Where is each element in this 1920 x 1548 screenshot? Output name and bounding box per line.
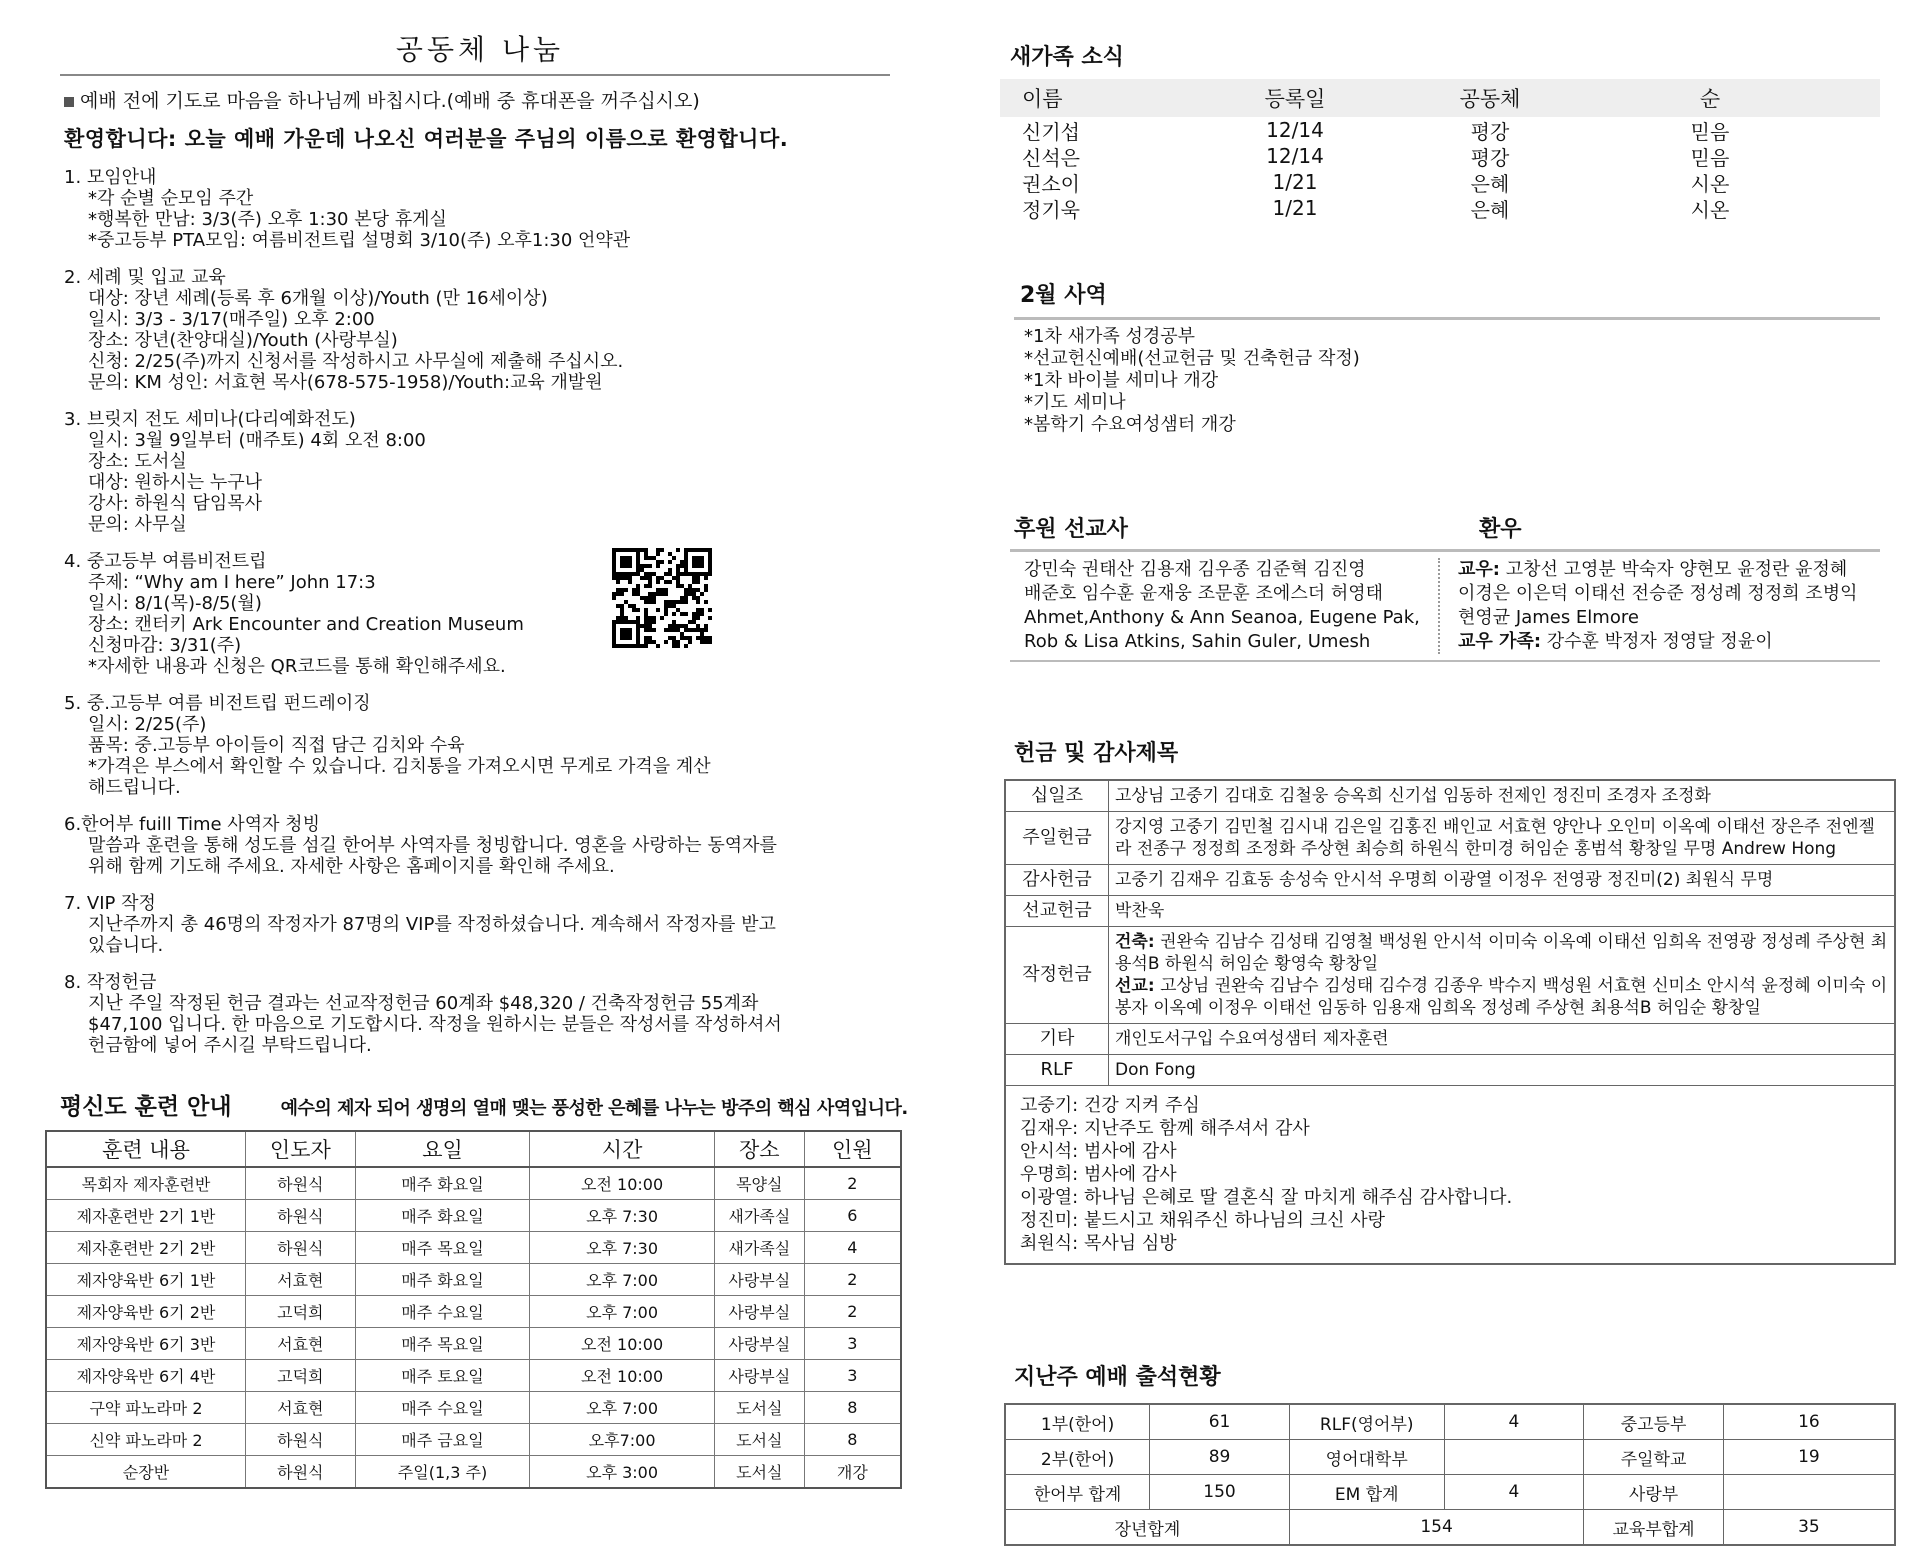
thanks-line: 김재우: 지난주도 함께 해주셔서 감사 <box>1020 1118 1310 1139</box>
attendance-cell: 154 <box>1289 1510 1583 1546</box>
attendance-cell: 영어대학부 <box>1289 1440 1444 1475</box>
section-line: *중고등부 PTA모임: 여름비전트립 설명회 3/10(주) 오후1:30 언약관 <box>88 230 631 251</box>
attendance-cell: RLF(영어부) <box>1289 1404 1444 1440</box>
new-family-cell: 12/14 <box>1266 144 1324 168</box>
offering-value: 개인도서구입 수요여성샘터 제자훈련 <box>1109 1024 1896 1055</box>
patient-family-names: 강수훈 박정자 정영달 정윤이 <box>1546 631 1773 652</box>
table-row <box>1005 865 1895 896</box>
training-cell: 새가족실 <box>714 1200 804 1232</box>
training-column-header: 시간 <box>530 1131 715 1167</box>
new-family-row <box>1000 117 1880 143</box>
section-line: 장소: 캔터키 Ark Encounter and Creation Museum <box>88 614 524 635</box>
new-family-cell: 시온 <box>1690 171 1730 196</box>
training-column-header: 인도자 <box>245 1131 355 1167</box>
training-cell: 오후7:00 <box>530 1424 715 1456</box>
table-row <box>1005 1475 1895 1510</box>
section-line: 일시: 3/3 - 3/17(매주일) 오후 2:00 <box>88 309 375 330</box>
announcement-section <box>64 267 900 393</box>
section-heading: 2. 세례 및 입교 교육 <box>64 267 226 288</box>
attendance-cell: 4 <box>1444 1404 1584 1440</box>
training-table <box>45 1130 902 1489</box>
thanks-line: 정진미: 붙드시고 채워주신 하나님의 크신 사랑 <box>1020 1210 1386 1231</box>
training-cell: 주일(1,3 주) <box>355 1456 530 1489</box>
section-line: 헌금함에 넣어 주시길 부탁드립니다. <box>88 1035 372 1056</box>
pledge-mission <box>1115 975 1888 1019</box>
attendance-cell: 61 <box>1150 1404 1290 1440</box>
patient-line <box>1458 630 1880 654</box>
thanks-line: 이광열: 하나님 은혜로 딸 결혼식 잘 마치게 해주심 감사합니다. <box>1020 1187 1513 1208</box>
announcement-section <box>64 814 900 877</box>
section-line: 문의: 사무실 <box>88 514 187 535</box>
new-family-row <box>1000 195 1880 221</box>
qr-code-icon <box>612 548 712 648</box>
training-cell: 오후 7:30 <box>530 1200 715 1232</box>
section-line: 대상: 장년 세례(등록 후 6개월 이상)/Youth (만 16세이상) <box>88 288 548 309</box>
announcement-sections <box>60 167 900 1056</box>
thanks-line: 안시석: 범사에 감사 <box>1020 1141 1177 1162</box>
training-cell: 매주 수요일 <box>355 1296 530 1328</box>
new-family-row <box>1000 169 1880 195</box>
table-row <box>1005 896 1895 927</box>
attendance-section <box>1004 1360 1896 1546</box>
feb-ministry-rule <box>1014 317 1880 320</box>
training-cell: 2 <box>804 1264 901 1296</box>
training-cell: 사랑부실 <box>714 1360 804 1392</box>
new-family-cell: 믿음 <box>1690 145 1730 170</box>
support-titles <box>1010 512 1880 543</box>
training-cell: 제자양육반 6기 2반 <box>46 1296 245 1328</box>
training-cell: 오후 7:00 <box>530 1264 715 1296</box>
new-family-section <box>1000 40 1880 221</box>
attendance-cell <box>1723 1475 1895 1510</box>
training-header <box>60 1088 920 1121</box>
table-row <box>46 1328 901 1360</box>
pledge-building-names: 권완숙 김남수 김성태 김영철 백성원 안시석 이미숙 이옥예 이태선 임희옥 전영광 정성례 주상현 최용석B 하원식 허임순 황영숙 황창일 <box>1115 932 1888 974</box>
section-line: *자세한 내용과 신청은 QR코드를 통해 확인해주세요. <box>88 656 506 677</box>
section-line: 문의: KM 성인: 서효현 목사(678-575-1958)/Youth:교육 개발원 <box>88 372 603 393</box>
title-rule <box>60 74 890 76</box>
section-line: 지난 주일 작정된 헌금 결과는 선교작정헌금 60계좌 $48,320 / 건축작정헌금 55계좌 <box>88 993 759 1014</box>
section-line: *가격은 부스에서 확인할 수 있습니다. 김치통을 가져오시면 무게로 가격을 계산 <box>88 756 711 777</box>
new-family-header-group: 순 <box>1699 87 1721 111</box>
training-cell: 서효현 <box>245 1328 355 1360</box>
new-family-cell: 12/14 <box>1266 118 1324 142</box>
training-cell: 새가족실 <box>714 1232 804 1264</box>
feb-ministry-title: 2월 사역 <box>1020 283 1107 308</box>
attendance-cell: 2부(한어) <box>1005 1440 1150 1475</box>
offering-value: 고상님 고중기 김대호 김철웅 승옥희 신기섭 임동하 전제인 정진미 조경자 조정화 <box>1109 780 1896 812</box>
training-cell: 매주 화요일 <box>355 1200 530 1232</box>
thanks-cell <box>1005 1086 1895 1265</box>
section-line: $47,100 입니다. 한 마음으로 기도합시다. 작정을 원하시는 분들은 작성서를 작성하셔서 <box>88 1014 782 1035</box>
section-heading: 7. VIP 작정 <box>64 893 156 914</box>
thanks-line: 우명희: 범사에 감사 <box>1020 1164 1177 1185</box>
section-heading: 3. 브릿지 전도 세미나(다리예화전도) <box>64 409 356 430</box>
pledge-mission-label: 선교: <box>1115 976 1155 996</box>
announcement-section <box>64 409 900 535</box>
patient-names: 고창선 고영분 박숙자 양현모 윤정란 윤정혜 <box>1505 559 1848 580</box>
announcement-section <box>64 167 900 251</box>
training-cell: 매주 토요일 <box>355 1360 530 1392</box>
training-cell: 도서실 <box>714 1392 804 1424</box>
attendance-table <box>1004 1403 1896 1546</box>
attendance-cell: 35 <box>1723 1510 1895 1546</box>
thanks-line: 고중기: 건강 지켜 주심 <box>1020 1095 1200 1116</box>
attendance-title: 지난주 예배 출석현황 <box>1014 1365 1221 1390</box>
training-cell: 매주 목요일 <box>355 1328 530 1360</box>
section-line: 위해 함께 기도해 주세요. 자세한 사항은 홈페이지를 확인해 주세요. <box>88 856 615 877</box>
attendance-cell: 한어부 합계 <box>1005 1475 1150 1510</box>
welcome-text: 환영합니다: 오늘 예배 가운데 나오신 여러분을 주님의 이름으로 환영합니다. <box>64 127 789 151</box>
section-line: 말씀과 훈련을 통해 성도를 섬길 한어부 사역자를 청빙합니다. 영혼을 사랑하는 동역자를 <box>88 835 777 856</box>
table-row <box>46 1264 901 1296</box>
table-row <box>1005 927 1895 1024</box>
training-cell: 8 <box>804 1392 901 1424</box>
table-row <box>1005 812 1895 865</box>
offering-key: 기타 <box>1005 1024 1109 1055</box>
pledge-building-label: 건축: <box>1115 932 1155 952</box>
new-family-header-community: 공동체 <box>1459 87 1521 111</box>
table-row <box>46 1232 901 1264</box>
patient-family-label: 교우 가족: <box>1458 631 1542 652</box>
new-family-cell: 1/21 <box>1272 170 1318 194</box>
training-column-header: 장소 <box>714 1131 804 1167</box>
thanks-line: 최원식: 목사님 심방 <box>1020 1233 1177 1254</box>
training-column-header: 요일 <box>355 1131 530 1167</box>
attendance-cell: 교육부합계 <box>1584 1510 1724 1546</box>
training-cell: 4 <box>804 1232 901 1264</box>
training-title: 평신도 훈련 안내 <box>60 1094 232 1120</box>
training-cell: 사랑부실 <box>714 1264 804 1296</box>
missionary-line: Rob & Lisa Atkins, Sahin Guler, Umesh <box>1024 631 1371 652</box>
offering-body <box>1005 780 1895 1264</box>
section-heading: 5. 중.고등부 여름 비전트립 펀드레이징 <box>64 693 371 714</box>
missionary-title: 후원 선교사 <box>1014 517 1128 542</box>
training-cell: 제자양육반 6기 4반 <box>46 1360 245 1392</box>
section-line: 해드립니다. <box>88 777 181 798</box>
training-cell: 개강 <box>804 1456 901 1489</box>
training-cell: 신약 파노라마 2 <box>46 1424 245 1456</box>
support-columns <box>1010 558 1880 654</box>
training-cell: 서효현 <box>245 1264 355 1296</box>
training-cell: 하원식 <box>245 1424 355 1456</box>
attendance-cell: EM 합계 <box>1289 1475 1444 1510</box>
attendance-body <box>1005 1404 1895 1545</box>
training-cell: 도서실 <box>714 1424 804 1456</box>
training-cell: 목회자 제자훈련반 <box>46 1167 245 1200</box>
training-cell: 오전 10:00 <box>530 1328 715 1360</box>
table-row <box>1005 1086 1895 1265</box>
table-row <box>1005 1510 1895 1546</box>
training-cell: 매주 수요일 <box>355 1392 530 1424</box>
section-line: 강사: 하원식 담임목사 <box>88 493 262 514</box>
section-line: 일시: 8/1(목)-8/5(월) <box>88 593 262 614</box>
new-family-rows <box>1000 117 1880 221</box>
offering-value: Don Fong <box>1109 1055 1896 1086</box>
list-item: *선교헌신예배(선교헌금 및 건축헌금 작정) <box>1024 348 1360 369</box>
section-heading: 4. 중고등부 여름비전트립 <box>64 551 267 572</box>
table-row <box>46 1200 901 1232</box>
section-heading: 6.한어부 fuill Time 사역자 청빙 <box>64 814 320 835</box>
patient-line <box>1458 558 1880 582</box>
training-cell: 오전 10:00 <box>530 1360 715 1392</box>
section-line: 있습니다. <box>88 935 164 956</box>
training-cell: 2 <box>804 1296 901 1328</box>
attendance-cell: 19 <box>1723 1440 1895 1475</box>
announcement-section <box>64 693 900 798</box>
training-cell: 사랑부실 <box>714 1328 804 1360</box>
offering-section <box>1004 736 1896 1265</box>
table-row <box>1005 1404 1895 1440</box>
section-line: 주제: “Why am I here” John 17:3 <box>88 572 376 593</box>
training-cell: 도서실 <box>714 1456 804 1489</box>
training-cell: 오전 10:00 <box>530 1167 715 1200</box>
training-cell: 하원식 <box>245 1167 355 1200</box>
training-cell: 하원식 <box>245 1200 355 1232</box>
offering-key: RLF <box>1005 1055 1109 1086</box>
table-row <box>1005 1440 1895 1475</box>
training-cell: 매주 목요일 <box>355 1232 530 1264</box>
training-cell: 매주 화요일 <box>355 1167 530 1200</box>
attendance-cell: 89 <box>1150 1440 1290 1475</box>
worship-note <box>64 86 900 113</box>
list-item: *1차 바이블 세미나 개강 <box>1024 370 1219 391</box>
support-rule <box>1010 549 1880 552</box>
attendance-cell: 1부(한어) <box>1005 1404 1150 1440</box>
new-family-header-date: 등록일 <box>1264 87 1326 111</box>
feb-ministry-section <box>1014 278 1880 436</box>
section-line: 장소: 도서실 <box>88 451 187 472</box>
training-cell: 오후 3:00 <box>530 1456 715 1489</box>
section-line: 신청마감: 3/31(주) <box>88 635 242 656</box>
training-cell: 목양실 <box>714 1167 804 1200</box>
training-cell: 고덕희 <box>245 1296 355 1328</box>
feb-ministry-list <box>1014 326 1880 436</box>
offering-key: 십일조 <box>1005 780 1109 812</box>
training-cell: 오후 7:00 <box>530 1296 715 1328</box>
training-column-header: 훈련 내용 <box>46 1131 245 1167</box>
new-family-cell: 믿음 <box>1690 119 1730 144</box>
offering-value: 고중기 김재우 김효동 송성숙 안시석 우명희 이광열 이정우 전영광 정진미(2) 최원식 무명 <box>1109 865 1896 896</box>
page-title: 공동체 나눔 <box>395 33 565 66</box>
missionary-list <box>1010 558 1440 654</box>
training-subtitle: 예수의 제자 되어 생명의 열매 맺는 풍성한 은혜를 나누는 방주의 핵심 사역입니다. <box>280 1098 908 1119</box>
training-cell: 3 <box>804 1328 901 1360</box>
attendance-cell: 16 <box>1723 1404 1895 1440</box>
attendance-cell: 주일학교 <box>1584 1440 1724 1475</box>
section-line: 일시: 2/25(주) <box>88 714 207 735</box>
offering-table <box>1004 779 1896 1265</box>
training-cell: 제자양육반 6기 1반 <box>46 1264 245 1296</box>
training-cell: 순장반 <box>46 1456 245 1489</box>
new-family-header-name: 이름 <box>1022 87 1063 111</box>
table-row <box>46 1360 901 1392</box>
new-family-cell: 평강 <box>1470 119 1510 144</box>
new-family-cell: 정기욱 <box>1022 197 1080 222</box>
training-cell: 오후 7:00 <box>530 1392 715 1424</box>
section-line: 장소: 장년(찬양대실)/Youth (사랑부실) <box>88 330 398 351</box>
support-bottom-rule <box>1010 660 1880 662</box>
training-cell: 서효현 <box>245 1392 355 1424</box>
section-line: 지난주까지 총 46명의 작정자가 87명의 VIP를 작정하셨습니다. 계속해서 작정자를 받고 <box>88 914 776 935</box>
section-line: 대상: 원하시는 누구나 <box>88 472 262 493</box>
list-item: *봄학기 수요여성샘터 개강 <box>1024 414 1236 435</box>
new-family-cell: 시온 <box>1690 197 1730 222</box>
patient-list <box>1440 558 1880 654</box>
table-row <box>1005 780 1895 812</box>
section-line: *각 순별 순모임 주간 <box>88 188 254 209</box>
patient-line: 현영균 James Elmore <box>1458 607 1639 628</box>
table-row <box>46 1296 901 1328</box>
training-cell: 3 <box>804 1360 901 1392</box>
training-cell: 2 <box>804 1167 901 1200</box>
training-cell: 6 <box>804 1200 901 1232</box>
table-row <box>1005 1055 1895 1086</box>
attendance-cell: 사랑부 <box>1584 1475 1724 1510</box>
missionary-line: 강민숙 권태산 김용재 김우종 김준혁 김진영 <box>1024 559 1366 580</box>
offering-value: 강지영 고중기 김민철 김시내 김은일 김홍진 배인교 서효현 양안나 오인미 이옥예 이태선 장은주 전엔젤라 전종구 정정희 조정화 주상현 최승희 하원식 한미경 허임순 홍범석 황창일 무명 Andrew Hong <box>1109 812 1896 865</box>
table-row <box>46 1392 901 1424</box>
section-heading: 8. 작정헌금 <box>64 972 157 993</box>
offering-value: 박찬욱 <box>1109 896 1896 927</box>
announcement-section <box>64 972 900 1056</box>
worship-note-text: 예배 전에 기도로 마음을 하나님께 바칩시다.(예배 중 휴대폰을 꺼주십시오) <box>80 90 700 112</box>
training-header-row <box>46 1131 901 1167</box>
attendance-cell: 장년합계 <box>1005 1510 1289 1546</box>
patient-title: 환우 <box>1479 517 1522 542</box>
training-cell: 8 <box>804 1424 901 1456</box>
training-cell: 제자양육반 6기 3반 <box>46 1328 245 1360</box>
section-line: *행복한 만남: 3/3(주) 오후 1:30 본당 휴게실 <box>88 209 447 230</box>
offering-key: 감사헌금 <box>1005 865 1109 896</box>
pledge-mission-names: 고상님 권완숙 김남수 김성태 김수경 김종우 박수지 백성원 서효현 신미소 안시석 윤정혜 이미숙 이봉자 이옥예 이정우 이태선 임동하 임용재 임희옥 정성례 주상현 최용석B 허임순 황창일 <box>1115 976 1888 1018</box>
new-family-cell: 신기섭 <box>1022 119 1080 144</box>
patient-line: 이경은 이은덕 이태선 전승준 정성례 정정희 조병익 <box>1458 583 1858 604</box>
announcement-section <box>64 893 900 956</box>
table-row <box>46 1167 901 1200</box>
new-family-cell: 1/21 <box>1272 196 1318 220</box>
section-line: 품목: 중.고등부 아이들이 직접 담근 김치와 수육 <box>88 735 465 756</box>
attendance-cell: 중고등부 <box>1584 1404 1724 1440</box>
table-row <box>46 1424 901 1456</box>
training-cell: 제자훈련반 2기 2반 <box>46 1232 245 1264</box>
training-cell: 사랑부실 <box>714 1296 804 1328</box>
square-bullet-icon <box>64 97 74 107</box>
new-family-cell: 권소이 <box>1022 171 1080 196</box>
table-row <box>1005 1024 1895 1055</box>
offering-key: 작정헌금 <box>1005 927 1109 1024</box>
training-cell: 제자훈련반 2기 1반 <box>46 1200 245 1232</box>
new-family-cell: 신석은 <box>1022 145 1080 170</box>
offering-title: 헌금 및 감사제목 <box>1014 741 1179 766</box>
new-family-title: 새가족 소식 <box>1010 45 1124 70</box>
training-cell: 고덕희 <box>245 1360 355 1392</box>
attendance-cell <box>1444 1440 1584 1475</box>
training-cell: 오후 7:30 <box>530 1232 715 1264</box>
training-body <box>46 1167 901 1488</box>
new-family-header <box>1000 79 1880 117</box>
new-family-row <box>1000 143 1880 169</box>
patient-label: 교우: <box>1458 559 1500 580</box>
new-family-cell: 은혜 <box>1470 197 1510 222</box>
offering-value <box>1109 927 1896 1024</box>
training-cell: 하원식 <box>245 1456 355 1489</box>
training-cell: 하원식 <box>245 1232 355 1264</box>
section-heading: 1. 모임안내 <box>64 167 157 188</box>
training-cell: 매주 화요일 <box>355 1264 530 1296</box>
offering-key: 선교헌금 <box>1005 896 1109 927</box>
missionary-line: Ahmet,Anthony & Ann Seanoa, Eugene Pak, <box>1024 607 1420 628</box>
announcement-section <box>64 551 900 677</box>
offering-key: 주일헌금 <box>1005 812 1109 865</box>
training-cell: 구약 파노라마 2 <box>46 1392 245 1424</box>
training-cell: 매주 금요일 <box>355 1424 530 1456</box>
pledge-building <box>1115 931 1888 975</box>
section-line: 신청: 2/25(주)까지 신청서를 작성하시고 사무실에 제출해 주십시오. <box>88 351 624 372</box>
left-column <box>60 28 900 1072</box>
new-family-cell: 은혜 <box>1470 171 1510 196</box>
list-item: *기도 세미나 <box>1024 392 1126 413</box>
new-family-cell: 평강 <box>1470 145 1510 170</box>
attendance-cell: 150 <box>1150 1475 1290 1510</box>
training-column-header: 인원 <box>804 1131 901 1167</box>
section-line: 일시: 3월 9일부터 (매주토) 4회 오전 8:00 <box>88 430 426 451</box>
list-item: *1차 새가족 성경공부 <box>1024 326 1195 347</box>
missionary-line: 배준호 임수훈 윤재웅 조문훈 조에스더 허영태 <box>1024 583 1383 604</box>
support-section <box>1010 512 1880 662</box>
attendance-cell: 4 <box>1444 1475 1584 1510</box>
table-row <box>46 1456 901 1489</box>
